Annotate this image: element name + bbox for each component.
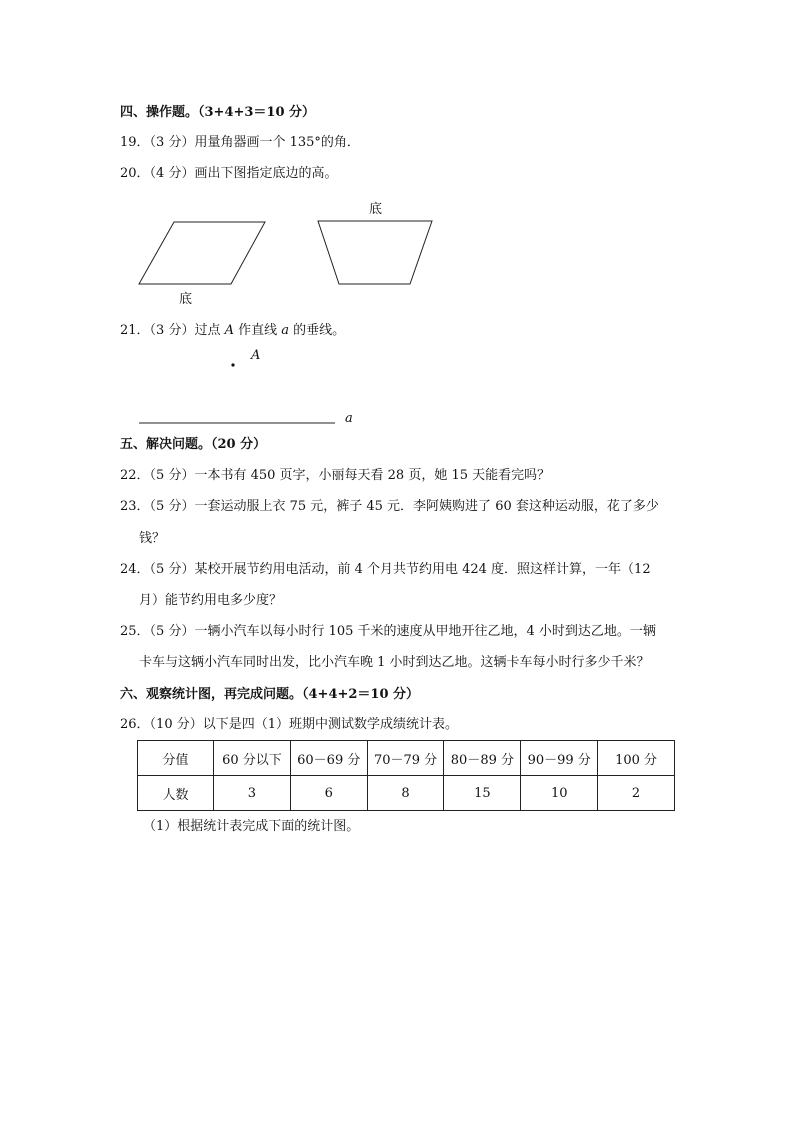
parallelogram-base-label: 底 [179, 292, 193, 307]
question-25-line-1: 25．（5 分）一辆小汽车以每小时行 105 千米的速度从甲地开往乙地，4 小时到达乙地。一辆 [120, 624, 656, 639]
trapezoid [318, 221, 432, 284]
question-26-sub-1: （1）根据统计表完成下面的统计图。 [143, 819, 360, 834]
section-5-title: 五、解决问题。（20 分） [120, 437, 267, 452]
question-22: 22．（5 分）一本书有 450 页字，小丽每天看 28 页，她 15 天能看完吗？ [120, 468, 551, 483]
table-cell: 8 [367, 776, 444, 811]
section-6-title: 六、观察统计图，再完成问题。（4+4+2＝10 分） [120, 687, 420, 702]
table-header-row [138, 741, 675, 776]
question-23-line-1: 23．（5 分）一套运动服上衣 75 元，裤子 45 元．李阿姨购进了 60 套这种运动服，花了多少 [120, 499, 659, 514]
table-row [138, 776, 675, 811]
table-cell: 15 [444, 776, 521, 811]
score-statistics-table [137, 740, 675, 811]
question-24-line-1: 24．（5 分）某校开展节约用电活动，前 4 个月共节约用电 424 度．照这样计算，一年（12 [120, 562, 651, 577]
table-cell: 100 分 [598, 741, 675, 776]
question-20: 20．（4 分）画出下图指定底边的高。 [120, 166, 338, 181]
table-cell: 80－89 分 [444, 741, 521, 776]
question-24-line-2: 月）能节约用电多少度？ [139, 593, 283, 608]
table-cell: 60 分以下 [214, 741, 291, 776]
table-cell: 3 [214, 776, 291, 811]
question-26: 26．（10 分）以下是四（1）班期中测试数学成绩统计表。 [120, 717, 458, 732]
table-cell: 10 [521, 776, 598, 811]
question-25-line-2: 卡车与这辆小汽车同时出发，比小汽车晚 1 小时到达乙地。这辆卡车每小时行多少千米？ [139, 655, 650, 670]
table-cell: 2 [598, 776, 675, 811]
table-cell: 60－69 分 [290, 741, 367, 776]
table-cell: 分值 [138, 741, 214, 776]
table-cell: 70－79 分 [367, 741, 444, 776]
table-cell: 6 [290, 776, 367, 811]
question-23-line-2: 钱？ [139, 531, 166, 546]
question-21: 21．（3 分）过点 A 作直线 a 的垂线。 [120, 323, 346, 338]
question-19: 19．（3 分）用量角器画一个 135°的角． [120, 135, 360, 150]
line-a-label: a [345, 411, 353, 426]
point-a-dot [231, 363, 234, 366]
parallelogram [139, 222, 265, 284]
point-a-label: A [251, 348, 261, 363]
table-cell: 人数 [138, 776, 214, 811]
question-20-figures [0, 0, 794, 320]
table-cell: 90－99 分 [521, 741, 598, 776]
trapezoid-base-label: 底 [369, 202, 383, 217]
question-21-figure [0, 340, 794, 440]
section-4-title: 四、操作题。（3+4+3＝10 分） [120, 105, 316, 120]
